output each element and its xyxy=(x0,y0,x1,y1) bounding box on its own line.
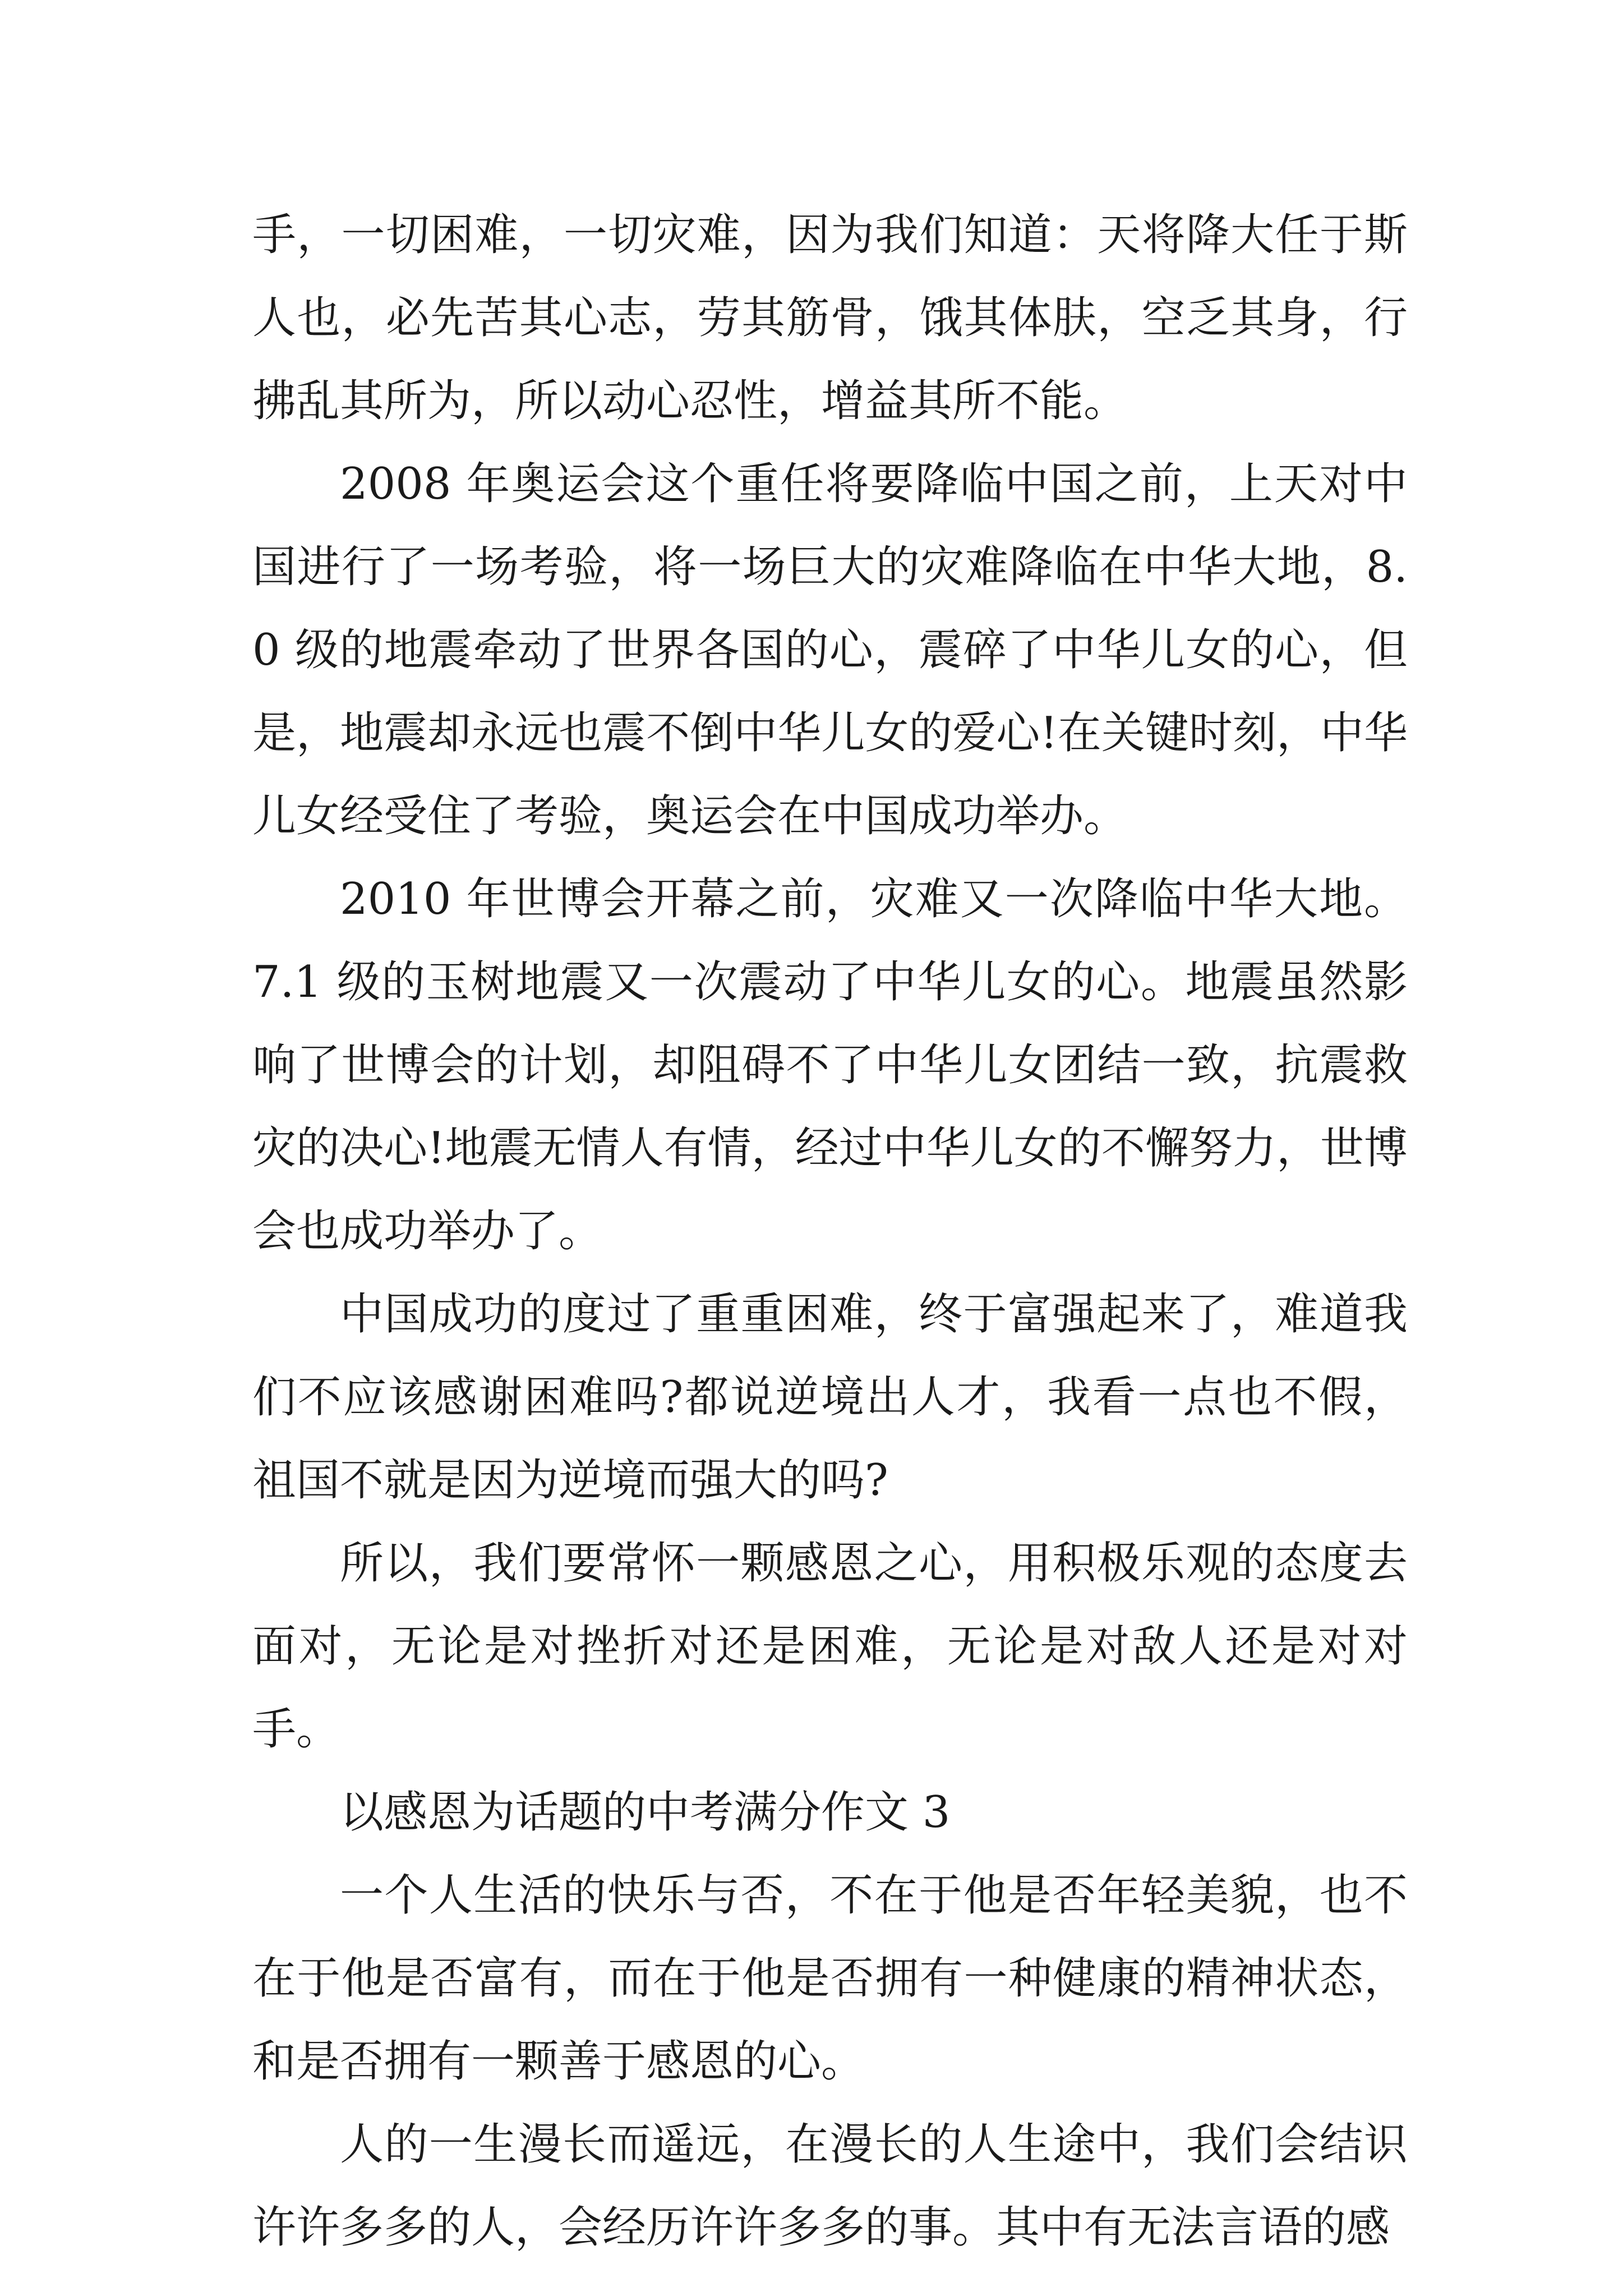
essay-heading: 以感恩为话题的中考满分作文 3 xyxy=(340,1787,951,1838)
paragraph-life-journey: 人的一生漫长而遥远，在漫长的人生途中，我们会结识许许多多的人，会经历许许多多的事。其中有无法言语的感 xyxy=(252,2119,1408,2253)
paragraph-happiness: 一个人生活的快乐与否，不在于他是否年轻美貌，也不在于他是否富有，而在于他是否拥有一种健康的精神状态，和是否拥有一颗善于感恩的心。 xyxy=(252,1870,1408,2087)
paragraph-adversity: 中国成功的度过了重重困难，终于富强起来了，难道我们不应该感谢困难吗?都说逆境出人才，我看一点也不假，祖国不就是因为逆境而强大的吗? xyxy=(252,1289,1408,1506)
paragraph-expo-2010: 2010 年世博会开幕之前，灾难又一次降临中华大地。7.1 级的玉树地震又一次震动了中华儿女的心。地震虽然影响了世博会的计划，却阻碍不了中华儿女团结一致，抗震救灾的决心!地震无情人有情，经过中华儿女的不懈努力，世博会也成功举办了。 xyxy=(252,874,1408,1257)
paragraph-continuation: 手，一切困难，一切灾难，因为我们知道：天将降大任于斯人也，必先苦其心志，劳其筋骨，饿其体肤，空乏其身，行拂乱其所为，所以动心忍性，增益其所不能。 xyxy=(252,210,1408,426)
paragraph-olympics-2008: 2008 年奥运会这个重任将要降临中国之前，上天对中国进行了一场考验，将一场巨大的灾难降临在中华大地，8.0 级的地震牵动了世界各国的心，震碎了中华儿女的心，但是，地震却永远也震不倒中华儿女的爱心!在关键时刻，中华儿女经受住了考验，奥运会在中国成功举办。 xyxy=(252,459,1408,841)
paragraph-gratitude: 所以，我们要常怀一颗感恩之心，用积极乐观的态度去面对，无论是对挫折对还是困难，无论是对敌人还是对对手。 xyxy=(252,1538,1408,1755)
document-body xyxy=(252,194,1408,2269)
